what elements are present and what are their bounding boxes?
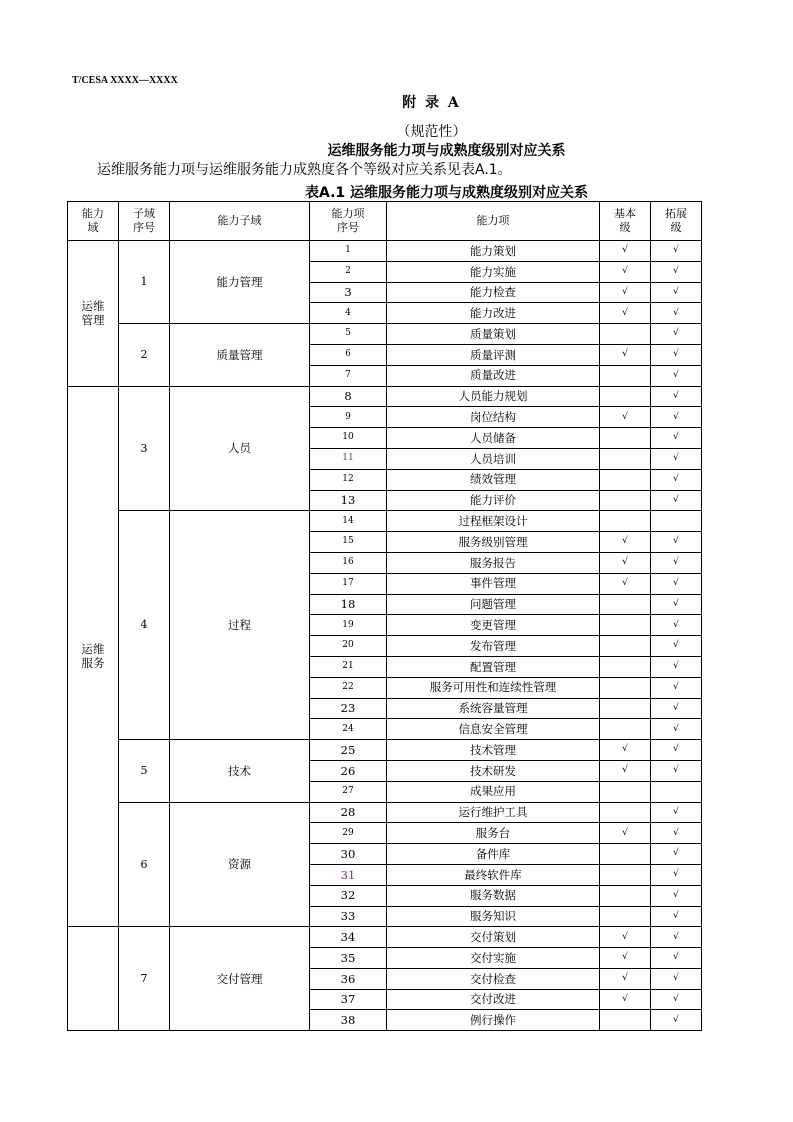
item-no-cell: 25 [310,740,387,761]
basic-level-check [600,844,651,865]
extended-level-check: √ [651,656,702,677]
item-name-cell: 能力评价 [387,490,600,511]
basic-level-check: √ [600,823,651,844]
basic-level-check [600,511,651,532]
item-name-cell: 绩效管理 [387,469,600,490]
item-name-cell: 备件库 [387,844,600,865]
item-name-cell: 人员储备 [387,428,600,449]
extended-level-check [651,781,702,802]
subdomain-name-cell: 交付管理 [170,927,310,1031]
extended-level-check: √ [651,552,702,573]
item-name-cell: 服务数据 [387,885,600,906]
extended-level-check: √ [651,365,702,386]
table-body [68,241,702,1031]
item-name-cell: 服务可用性和连续性管理 [387,677,600,698]
extended-level-check: √ [651,677,702,698]
subdomain-no-cell: 5 [119,740,170,802]
subdomain-name-cell: 资源 [170,802,310,927]
item-no-cell: 17 [310,573,387,594]
basic-level-check [600,469,651,490]
item-name-cell: 变更管理 [387,615,600,636]
extended-level-check: √ [651,282,702,303]
item-no-cell: 27 [310,781,387,802]
header-item: 能力项 [387,202,600,241]
basic-level-check [600,428,651,449]
item-no-cell: 24 [310,719,387,740]
extended-level-check: √ [651,823,702,844]
item-name-cell: 成果应用 [387,781,600,802]
extended-level-check: √ [651,594,702,615]
basic-level-check: √ [600,344,651,365]
item-name-cell: 质量策划 [387,324,600,345]
item-no-cell: 34 [310,927,387,948]
subdomain-name-cell: 技术 [170,740,310,802]
extended-level-check: √ [651,469,702,490]
item-no-cell: 38 [310,1010,387,1031]
subdomain-no-cell: 6 [119,802,170,927]
extended-level-check: √ [651,968,702,989]
item-name-cell: 服务报告 [387,552,600,573]
extended-level-check: √ [651,407,702,428]
extended-level-check: √ [651,885,702,906]
table-row [68,740,702,761]
extended-level-check: √ [651,241,702,262]
item-name-cell: 服务知识 [387,906,600,927]
item-no-cell: 9 [310,407,387,428]
basic-level-check: √ [600,282,651,303]
header-subdomain: 能力子域 [170,202,310,241]
capability-table [67,201,702,1031]
extended-level-check: √ [651,324,702,345]
item-name-cell: 服务级别管理 [387,532,600,553]
basic-level-check [600,677,651,698]
domain-cell [68,927,119,1031]
subdomain-name-cell: 过程 [170,511,310,740]
basic-level-check [600,324,651,345]
intro-paragraph: 运维服务能力项与运维服务能力成熟度各个等级对应关系见表A.1。 [97,162,512,178]
extended-level-check: √ [651,386,702,407]
domain-name: 运维服务 [81,642,105,671]
item-name-cell: 问题管理 [387,594,600,615]
basic-level-check [600,719,651,740]
extended-level-check: √ [651,719,702,740]
basic-level-check: √ [600,740,651,761]
item-no-cell: 1 [310,241,387,262]
item-name-cell: 信息安全管理 [387,719,600,740]
basic-level-check [600,906,651,927]
header-item-no: 能力项序号 [310,202,387,241]
extended-level-check: √ [651,906,702,927]
header-domain: 能力域 [68,202,119,241]
item-name-cell: 交付检查 [387,968,600,989]
item-name-cell: 质量改进 [387,365,600,386]
item-no-cell: 15 [310,532,387,553]
item-no-cell: 11 [310,448,387,469]
extended-level-check: √ [651,428,702,449]
extended-level-check: √ [651,864,702,885]
header-basic-level: 基本级 [600,202,651,241]
item-no-cell: 18 [310,594,387,615]
extended-level-check: √ [651,532,702,553]
extended-level-check: √ [651,615,702,636]
subdomain-no-cell: 2 [119,324,170,386]
basic-level-check: √ [600,760,651,781]
item-name-cell: 能力检查 [387,282,600,303]
basic-level-check [600,594,651,615]
table-row [68,324,702,345]
item-no-cell: 5 [310,324,387,345]
item-name-cell: 能力改进 [387,303,600,324]
item-no-cell: 8 [310,386,387,407]
item-name-cell: 技术管理 [387,740,600,761]
header-extended-level: 拓展级 [651,202,702,241]
subdomain-no-cell: 4 [119,511,170,740]
item-name-cell: 能力策划 [387,241,600,262]
basic-level-check: √ [600,261,651,282]
domain-cell [68,386,119,927]
basic-level-check: √ [600,948,651,969]
basic-level-check [600,386,651,407]
item-name-cell: 技术研发 [387,760,600,781]
item-no-cell: 20 [310,636,387,657]
extended-level-check: √ [651,573,702,594]
extended-level-check [651,511,702,532]
item-name-cell: 质量评测 [387,344,600,365]
basic-level-check [600,656,651,677]
table-row [68,802,702,823]
item-no-cell: 16 [310,552,387,573]
item-no-cell: 36 [310,968,387,989]
item-no-cell: 7 [310,365,387,386]
basic-level-check [600,781,651,802]
subdomain-name-cell: 能力管理 [170,241,310,324]
standard-code: T/CESA XXXX—XXXX [72,75,178,86]
table-caption: 表A.1 运维服务能力项与成熟度级别对应关系 [304,185,589,201]
item-name-cell: 岗位结构 [387,407,600,428]
appendix-heading: 运维服务能力项与成熟度级别对应关系 [327,143,566,159]
item-name-cell: 发布管理 [387,636,600,657]
basic-level-check: √ [600,968,651,989]
item-name-cell: 运行维护工具 [387,802,600,823]
item-name-cell: 交付策划 [387,927,600,948]
basic-level-check: √ [600,552,651,573]
extended-level-check: √ [651,760,702,781]
subdomain-name-cell: 人员 [170,386,310,511]
extended-level-check: √ [651,989,702,1010]
basic-level-check [600,802,651,823]
basic-level-check: √ [600,303,651,324]
subdomain-no-cell: 3 [119,386,170,511]
extended-level-check: √ [651,698,702,719]
item-no-cell: 12 [310,469,387,490]
extended-level-check: √ [651,303,702,324]
item-no-cell: 19 [310,615,387,636]
basic-level-check [600,490,651,511]
item-no-cell: 28 [310,802,387,823]
item-name-cell: 人员能力规划 [387,386,600,407]
basic-level-check: √ [600,927,651,948]
extended-level-check: √ [651,344,702,365]
extended-level-check: √ [651,636,702,657]
basic-level-check [600,1010,651,1031]
item-no-cell: 37 [310,989,387,1010]
item-name-cell: 最终软件库 [387,864,600,885]
table-row [68,241,702,262]
item-no-cell: 33 [310,906,387,927]
basic-level-check [600,365,651,386]
item-name-cell: 系统容量管理 [387,698,600,719]
extended-level-check: √ [651,844,702,865]
extended-level-check: √ [651,448,702,469]
basic-level-check: √ [600,989,651,1010]
item-no-cell: 14 [310,511,387,532]
table-header-row [68,202,702,241]
table-row [68,386,702,407]
extended-level-check: √ [651,948,702,969]
table-row [68,511,702,532]
extended-level-check: √ [651,740,702,761]
subdomain-no-cell: 7 [119,927,170,1031]
extended-level-check: √ [651,490,702,511]
basic-level-check: √ [600,241,651,262]
basic-level-check [600,615,651,636]
item-no-cell: 2 [310,261,387,282]
item-name-cell: 事件管理 [387,573,600,594]
domain-name: 运维管理 [81,298,105,328]
header-subdomain-no: 子域序号 [119,202,170,241]
extended-level-check: √ [651,261,702,282]
table-row [68,927,702,948]
extended-level-check: √ [651,1010,702,1031]
basic-level-check [600,864,651,885]
basic-level-check [600,448,651,469]
domain-cell [68,241,119,387]
item-no-cell: 26 [310,760,387,781]
item-no-cell: 23 [310,698,387,719]
basic-level-check: √ [600,532,651,553]
item-name-cell: 能力实施 [387,261,600,282]
item-no-cell: 35 [310,948,387,969]
item-name-cell: 例行操作 [387,1010,600,1031]
subdomain-no-cell: 1 [119,241,170,324]
item-no-cell: 13 [310,490,387,511]
extended-level-check: √ [651,802,702,823]
item-name-cell: 交付改进 [387,989,600,1010]
item-name-cell: 人员培训 [387,448,600,469]
basic-level-check [600,698,651,719]
subdomain-name-cell: 质量管理 [170,324,310,386]
item-no-cell: 4 [310,303,387,324]
item-name-cell: 配置管理 [387,656,600,677]
item-name-cell: 交付实施 [387,948,600,969]
basic-level-check: √ [600,407,651,428]
appendix-title: 附 录 A [402,95,461,111]
basic-level-check: √ [600,573,651,594]
item-no-cell: 30 [310,844,387,865]
item-no-cell: 10 [310,428,387,449]
basic-level-check [600,636,651,657]
basic-level-check [600,885,651,906]
item-no-cell: 21 [310,656,387,677]
item-name-cell: 过程框架设计 [387,511,600,532]
item-no-cell: 22 [310,677,387,698]
appendix-normative-label: （规范性） [396,124,467,140]
item-no-cell: 32 [310,885,387,906]
item-no-cell: 31 [310,864,387,885]
item-no-cell: 29 [310,823,387,844]
item-name-cell: 服务台 [387,823,600,844]
item-no-cell: 6 [310,344,387,365]
item-no-cell: 3 [310,282,387,303]
extended-level-check: √ [651,927,702,948]
